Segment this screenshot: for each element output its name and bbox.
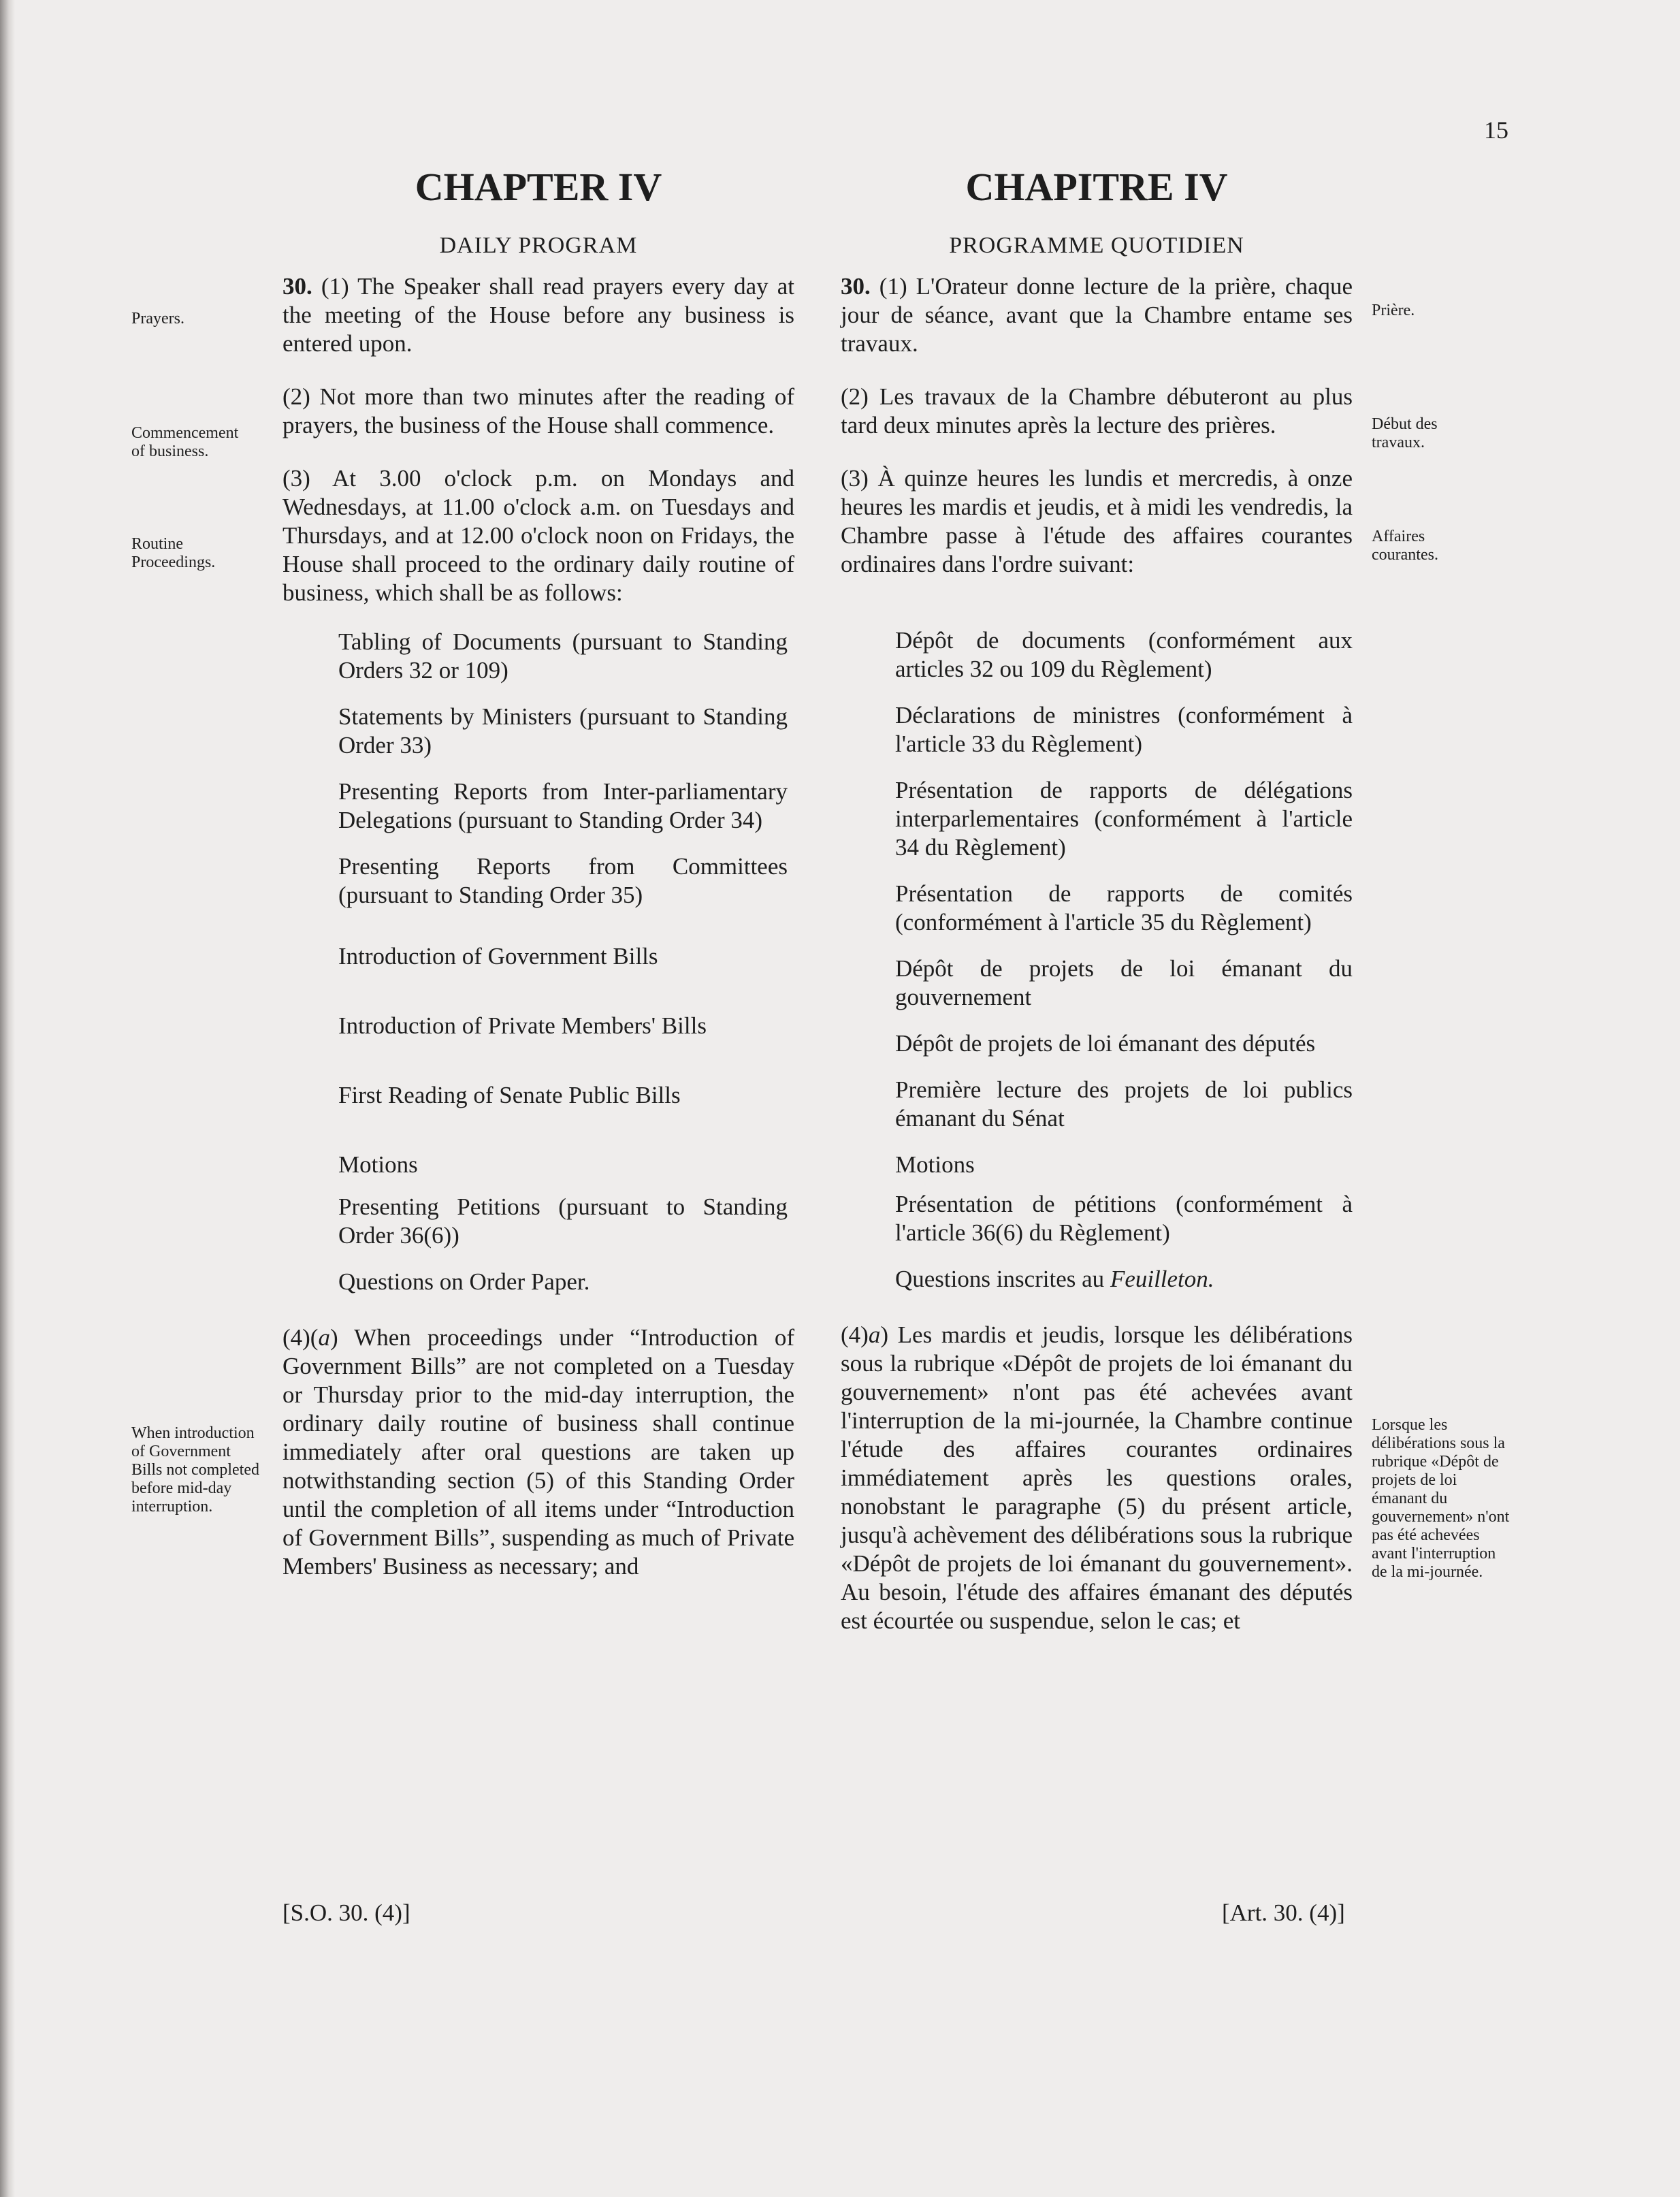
margin-note-prayers: Prayers.	[131, 310, 184, 327]
french-column	[841, 163, 1353, 1660]
routine-item-en: Statements by Ministers (pursuant to Standing Order 33)	[338, 703, 788, 758]
article-number-en: 30.	[282, 273, 312, 300]
routine-item-fr: Dépôt de projets de loi émanant du gouvernement	[895, 955, 1353, 1010]
routine-item-fr: Déclarations de ministres (conformément à l'article 33 du Règlement)	[895, 702, 1353, 757]
margin-note-when-introduction: When introduction of Government Bills not completed before mid-day interruption.	[131, 1424, 259, 1516]
footer-reference-en: [S.O. 30. (4)]	[282, 1899, 410, 1926]
routine-item-en: First Reading of Senate Public Bills	[338, 1082, 681, 1108]
routine-item-fr: Motions	[895, 1151, 975, 1178]
margin-note-lorsque: Lorsque les délibérations sous la rubrique «Dépôt de projets de loi émanant du gouvernement» n'ont pas été achevées avant l'interruption de la mi-journée.	[1372, 1416, 1510, 1581]
routine-list-en	[282, 628, 794, 1296]
section-title-fr: PROGRAMME QUOTIDIEN	[949, 233, 1244, 258]
routine-item-fr: Questions inscrites au Feuilleton.	[895, 1266, 1214, 1292]
routine-item-en: Introduction of Private Members' Bills	[338, 1012, 707, 1039]
margin-note-routine: Routine Proceedings.	[131, 535, 216, 571]
paragraph-4-fr: (4)a) Les mardis et jeudis, lorsque les délibérations sous la rubrique «Dépôt de projets de loi émanant du gouvernement» n'ont pas été achevées avant l'interruption de la mi-journée, la Chambre continue l'étude des affaires courantes ordinaires immédiatement après les questions orales, nonobstant le paragraphe (5) du présent article, jusqu'à achèvement des délibérations sous la rubrique «Dépôt de projets de loi émanant du gouvernement». Au besoin, l'étude des affaires émanant des députés est écourtée ou suspendue, selon le cas; et	[841, 1321, 1353, 1634]
margin-note-affaires: Affaires courantes.	[1372, 528, 1438, 564]
chapter-title-fr: CHAPITRE IV	[965, 165, 1228, 209]
routine-list-fr	[841, 626, 1353, 1294]
routine-item-en: Presenting Reports from Committees (pursuant to Standing Order 35)	[338, 853, 788, 908]
routine-item-en: Tabling of Documents (pursuant to Standing Orders 32 or 109)	[338, 628, 788, 684]
margin-note-commencement: Commencement of business.	[131, 424, 239, 460]
footer-reference-fr: [Art. 30. (4)]	[1222, 1899, 1345, 1926]
paragraph-3-en: (3) At 3.00 o'clock p.m. on Mondays and Wednesdays, at 11.00 o'clock a.m. on Tuesdays and Thursdays, and at 12.00 o'clock noon on Fridays, the House shall proceed to the ordinary daily routine of business, which shall be as follows:	[282, 465, 794, 606]
routine-item-en: Presenting Reports from Inter-parliamentary Delegations (pursuant to Standing Order 34)	[338, 778, 788, 833]
routine-item-fr: Première lecture des projets de loi publics émanant du Sénat	[895, 1076, 1353, 1132]
paragraph-4-en: (4)(a) When proceedings under “Introduction of Government Bills” are not completed on a Tuesday or Thursday prior to the mid-day interruption, the ordinary daily routine of business shall continue immediately after oral questions are taken up notwithstanding section (5) of this Standing Order until the completion of all items under “Introduction of Government Bills”, suspending as much of Private Members' Business as necessary; and	[282, 1324, 794, 1579]
article-number-fr: 30.	[841, 273, 871, 300]
routine-item-en: Questions on Order Paper.	[338, 1268, 590, 1295]
chapter-title-en: CHAPTER IV	[415, 165, 662, 209]
routine-item-fr: Dépôt de projets de loi émanant des députés	[895, 1030, 1316, 1057]
routine-item-fr: Présentation de rapports de comités (conformément à l'article 35 du Règlement)	[895, 880, 1353, 935]
routine-item-en: Introduction of Government Bills	[338, 943, 658, 969]
paragraph-2-fr: (2) Les travaux de la Chambre débuteront au plus tard deux minutes après la lecture des prières.	[841, 383, 1353, 438]
paragraph-2-en: (2) Not more than two minutes after the reading of prayers, the business of the House shall commence.	[282, 383, 794, 438]
routine-item-fr: Dépôt de documents (conformément aux articles 32 ou 109 du Règlement)	[895, 627, 1353, 682]
routine-item-fr: Présentation de rapports de délégations interparlementaires (conformément à l'article 34 du Règlement)	[895, 777, 1353, 861]
section-title-en: DAILY PROGRAM	[439, 233, 638, 258]
routine-item-en: Motions	[338, 1151, 418, 1178]
routine-item-fr: Présentation de pétitions (conformément à l'article 36(6) du Règlement)	[895, 1191, 1353, 1246]
page-number: 15	[1484, 116, 1508, 144]
margin-note-debut: Début des travaux.	[1372, 415, 1438, 451]
margin-note-priere: Prière.	[1372, 302, 1415, 319]
paragraph-1-fr: 30. (1) L'Orateur donne lecture de la prière, chaque jour de séance, avant que la Chambre entame ses travaux.	[841, 273, 1353, 357]
paragraph-3-fr: (3) À quinze heures les lundis et mercredis, à onze heures les mardis et jeudis, et à midi les vendredis, la Chambre passe à l'étude des affaires courantes ordinaires dans l'ordre suivant:	[841, 465, 1353, 577]
routine-item-en: Presenting Petitions (pursuant to Standing Order 36(6))	[338, 1193, 788, 1249]
paragraph-1-en: 30. (1) The Speaker shall read prayers every day at the meeting of the House before any business is entered upon.	[282, 273, 794, 357]
page-edge-shadow	[0, 0, 15, 2197]
english-column	[282, 163, 794, 1605]
